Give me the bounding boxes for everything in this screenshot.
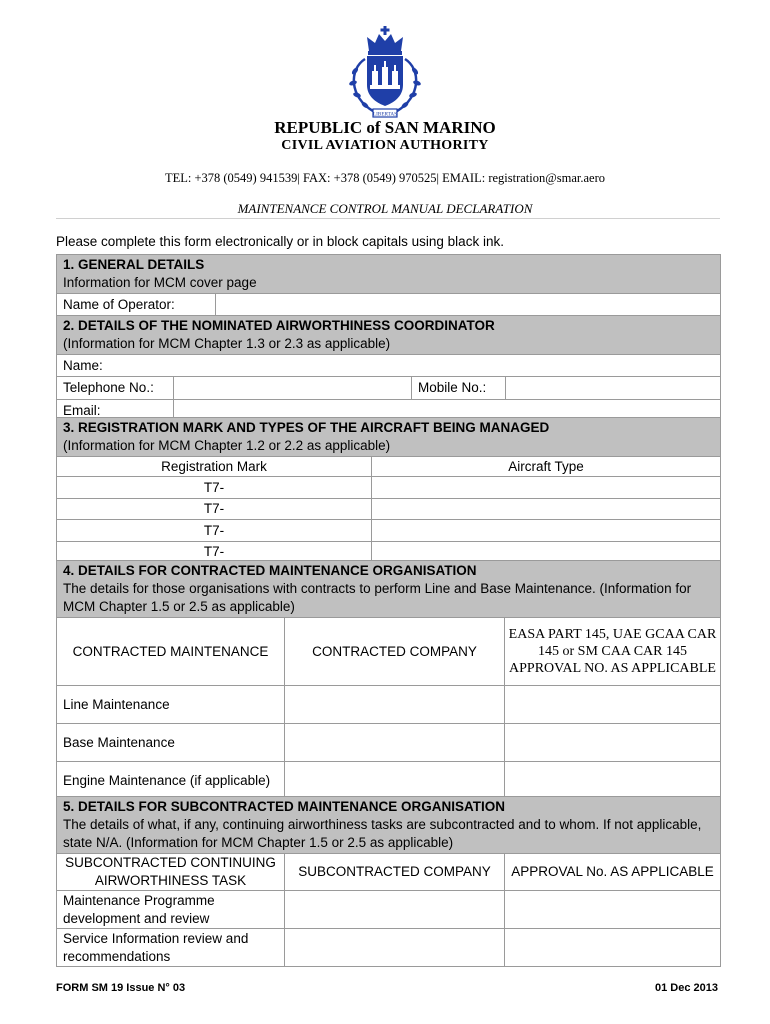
operator-name-field[interactable] [216, 294, 721, 316]
instruction-text: Please complete this form electronically or in block capitals using black ink. [56, 234, 504, 249]
approval-number-field[interactable] [505, 724, 721, 762]
email-label: Email: [57, 400, 174, 422]
subcontracted-company-column-header: SUBCONTRACTED COMPANY [285, 854, 505, 891]
registration-mark-field[interactable]: T7- [57, 499, 372, 520]
coordinator-name-label: Name: [63, 357, 103, 373]
telephone-field[interactable] [174, 377, 412, 400]
registration-mark-column-header: Registration Mark [57, 457, 372, 477]
approval-number-field[interactable] [505, 686, 721, 724]
section-2-note: (Information for MCM Chapter 1.3 or 2.3 as applicable) [63, 336, 391, 351]
contracted-company-field[interactable] [285, 686, 505, 724]
approval-number-column-header: EASA PART 145, UAE GCAA CAR 145 or SM CAA CAR 145 APPROVAL NO. AS APPLICABLE [505, 618, 721, 686]
operator-name-label: Name of Operator: [57, 294, 216, 316]
registration-mark-field[interactable]: T7- [57, 520, 372, 542]
contracted-company-column-header: CONTRACTED COMPANY [285, 618, 505, 686]
section-4-table [56, 560, 721, 800]
service-information-label: Service Information review and recommendations [57, 929, 285, 967]
line-maintenance-label: Line Maintenance [57, 686, 285, 724]
maintenance-programme-label: Maintenance Programme development and review [57, 891, 285, 929]
section-5-table [56, 796, 721, 967]
form-date: 01 Dec 2013 [655, 982, 718, 994]
telephone-label: Telephone No.: [57, 377, 174, 400]
svg-text:LIBERTAS: LIBERTAS [372, 111, 398, 118]
section-2-heading: 2. DETAILS OF THE NOMINATED AIRWORTHINESS COORDINATOR [63, 318, 495, 333]
form-title: MAINTENANCE CONTROL MANUAL DECLARATION [237, 201, 533, 216]
approval-number-field[interactable] [505, 762, 721, 800]
approval-number-column-header: APPROVAL No. AS APPLICABLE [505, 854, 721, 891]
approval-number-field[interactable] [505, 929, 721, 967]
subcontracted-company-field[interactable] [285, 891, 505, 929]
subcontracted-company-field[interactable] [285, 929, 505, 967]
section-1-header [57, 255, 721, 294]
aircraft-type-column-header: Aircraft Type [372, 457, 721, 477]
contracted-company-field[interactable] [285, 762, 505, 800]
contracted-maintenance-column-header: CONTRACTED MAINTENANCE [57, 618, 285, 686]
sections-1-2-table [56, 254, 721, 422]
section-3-header [57, 418, 721, 457]
aircraft-type-field[interactable] [372, 499, 721, 520]
section-4-heading: 4. DETAILS FOR CONTRACTED MAINTENANCE ORGANISATION [63, 563, 477, 578]
san-marino-coat-of-arms-icon [343, 25, 427, 121]
mobile-label: Mobile No.: [412, 377, 506, 400]
section-1-note: Information for MCM cover page [63, 275, 257, 290]
section-5-header [57, 797, 721, 854]
coordinator-name-row[interactable] [57, 355, 721, 377]
section-2-header [57, 316, 721, 355]
base-maintenance-label: Base Maintenance [57, 724, 285, 762]
section-4-header [57, 561, 721, 618]
registration-mark-field[interactable]: T7- [57, 542, 372, 563]
contracted-company-field[interactable] [285, 724, 505, 762]
section-3-heading: 3. REGISTRATION MARK AND TYPES OF THE AIRCRAFT BEING MANAGED [63, 420, 550, 435]
form-identifier: FORM SM 19 Issue N° 03 [56, 982, 186, 994]
mobile-field[interactable] [506, 377, 721, 400]
section-3-note: (Information for MCM Chapter 1.2 or 2.2 as applicable) [63, 438, 391, 453]
aircraft-type-field[interactable] [372, 520, 721, 542]
aircraft-type-field[interactable] [372, 477, 721, 499]
section-1-heading: 1. GENERAL DETAILS [63, 257, 205, 272]
contact-line: TEL: +378 (0549) 941539| FAX: +378 (0549) 970525| EMAIL: registration@smar.aero [164, 171, 606, 185]
engine-maintenance-label: Engine Maintenance (if applicable) [57, 762, 285, 800]
authority-subtitle: CIVIL AVIATION AUTHORITY [281, 138, 489, 153]
authority-title: REPUBLIC of SAN MARINO [274, 118, 496, 137]
section-5-heading: 5. DETAILS FOR SUBCONTRACTED MAINTENANCE ORGANISATION [63, 799, 505, 814]
subcontracted-task-column-header: SUBCONTRACTED CONTINUING AIRWORTHINESS TASK [57, 854, 285, 891]
section-5-note: The details of what, if any, continuing airworthiness tasks are subcontracted and to whom. If not applicable, state N/A. (Information for MCM Chapter 1.5 or 2.5 as applicable) [63, 817, 702, 850]
registration-mark-field[interactable]: T7- [57, 477, 372, 499]
header-divider [56, 218, 720, 219]
section-4-note: The details for those organisations with contracts to perform Line and Base Maintenance. (Information for MCM Chapter 1.5 or 2.5 as applicable) [63, 581, 692, 614]
section-3-table [56, 417, 721, 563]
approval-number-field[interactable] [505, 891, 721, 929]
